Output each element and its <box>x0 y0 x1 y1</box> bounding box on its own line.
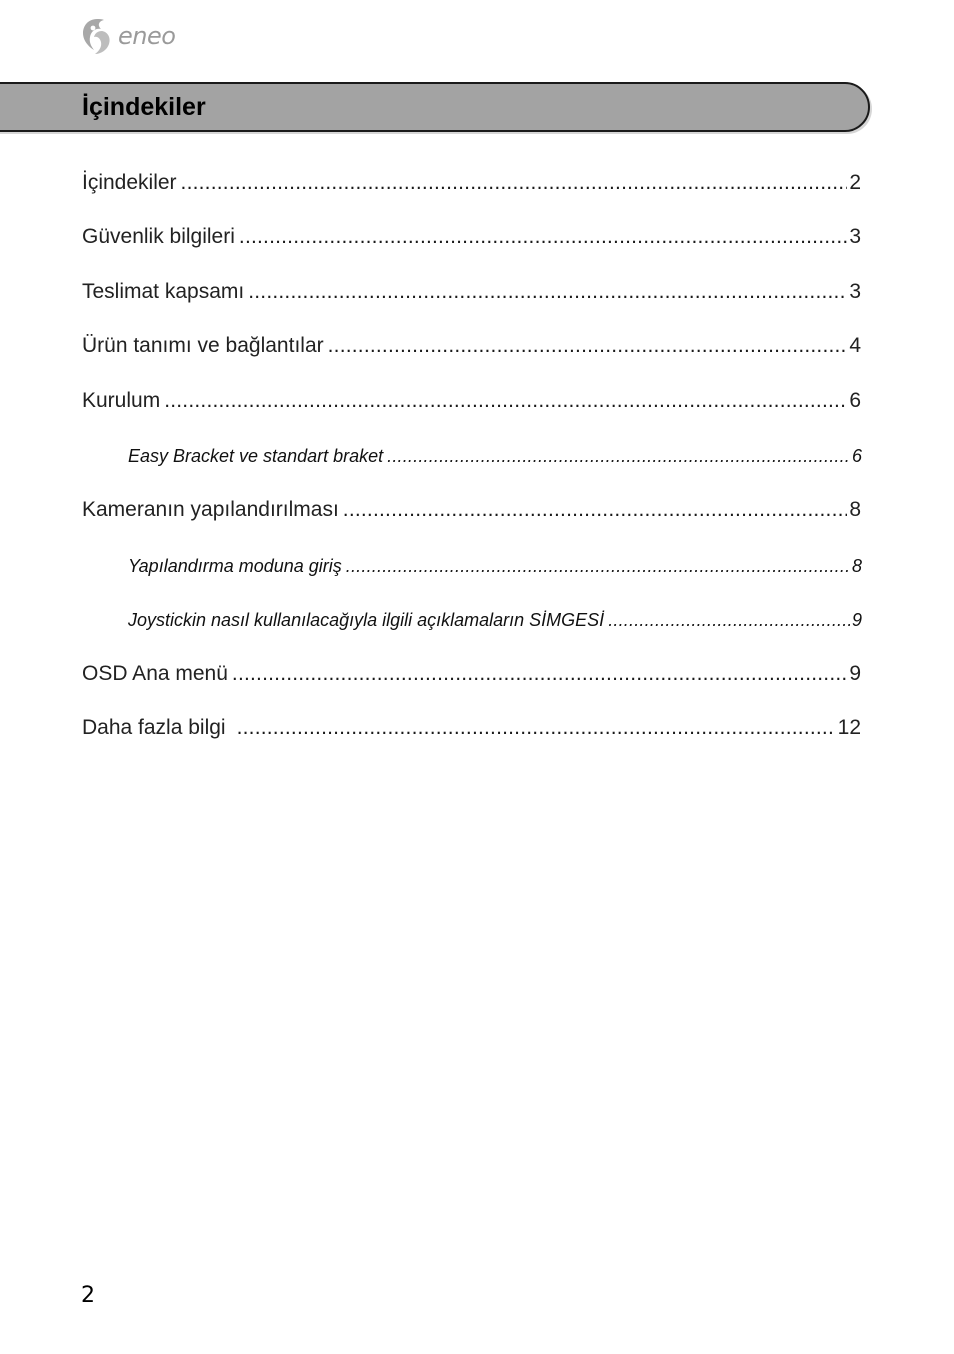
toc-leader-dots <box>343 497 848 523</box>
toc-subentry-page: 8 <box>851 556 862 576</box>
eneo-swirl-logo-icon <box>80 16 114 56</box>
toc-entry[interactable] <box>82 170 861 196</box>
toc-leader-dots <box>346 555 850 577</box>
toc-leader-dots <box>608 609 850 631</box>
toc-entry-page: 3 <box>849 280 861 303</box>
toc-subentry[interactable] <box>128 609 862 631</box>
toc-entry-label: OSD Ana menü <box>82 662 228 685</box>
toc-leader-dots <box>328 333 848 359</box>
toc-entry[interactable] <box>82 224 861 250</box>
toc-subentry-label: Yapılandırma moduna giriş <box>128 556 342 576</box>
toc-leader-dots <box>237 715 832 741</box>
toc-entry[interactable] <box>82 388 861 414</box>
toc-subentry-label: Easy Bracket ve standart braket <box>128 446 384 466</box>
toc-entry-page: 8 <box>849 498 861 521</box>
toc-entry[interactable] <box>82 279 861 305</box>
logo-wordmark: eneo <box>118 22 176 50</box>
toc-leader-dots <box>387 445 850 467</box>
toc-entry-page: 6 <box>849 389 861 412</box>
toc-entry-page: 2 <box>849 171 861 194</box>
toc-subentry-page: 6 <box>851 446 862 466</box>
toc-leader-dots <box>239 224 847 250</box>
toc-leader-dots <box>164 388 847 414</box>
toc-entry[interactable] <box>82 715 861 741</box>
toc-leader-dots <box>232 661 847 687</box>
toc-entry[interactable] <box>82 497 861 523</box>
page-number: 2 <box>81 1283 95 1308</box>
toc-entry-page: 4 <box>849 334 861 357</box>
brand-logo <box>80 16 175 56</box>
toc-leader-dots <box>248 279 847 305</box>
toc-entry-label: Ürün tanımı ve bağlantılar <box>82 334 324 357</box>
toc-subentry-page: 9 <box>851 610 862 630</box>
toc-leader-dots <box>181 170 848 196</box>
toc-entry-label: Daha fazla bilgi <box>82 716 226 739</box>
page-title: İçindekiler <box>82 93 206 121</box>
toc-entry-label: Teslimat kapsamı <box>82 280 245 303</box>
toc-entry-page: 12 <box>837 716 861 739</box>
toc-entry-label: Güvenlik bilgileri <box>82 225 235 248</box>
toc-entry[interactable] <box>82 661 861 687</box>
toc-subentry[interactable] <box>128 445 862 467</box>
toc-entry-page: 9 <box>849 662 861 685</box>
toc-subentry[interactable] <box>128 555 862 577</box>
toc-entry-label: Kameranın yapılandırılması <box>82 498 339 521</box>
toc-entry-label: İçindekiler <box>82 171 177 194</box>
toc-entry[interactable] <box>82 333 861 359</box>
toc-subentry-label: Joystickin nasıl kullanılacağıyla ilgili açıklamaların SİMGESİ <box>128 610 605 630</box>
toc-entry-label: Kurulum <box>82 389 161 412</box>
toc-entry-page: 3 <box>849 225 861 248</box>
